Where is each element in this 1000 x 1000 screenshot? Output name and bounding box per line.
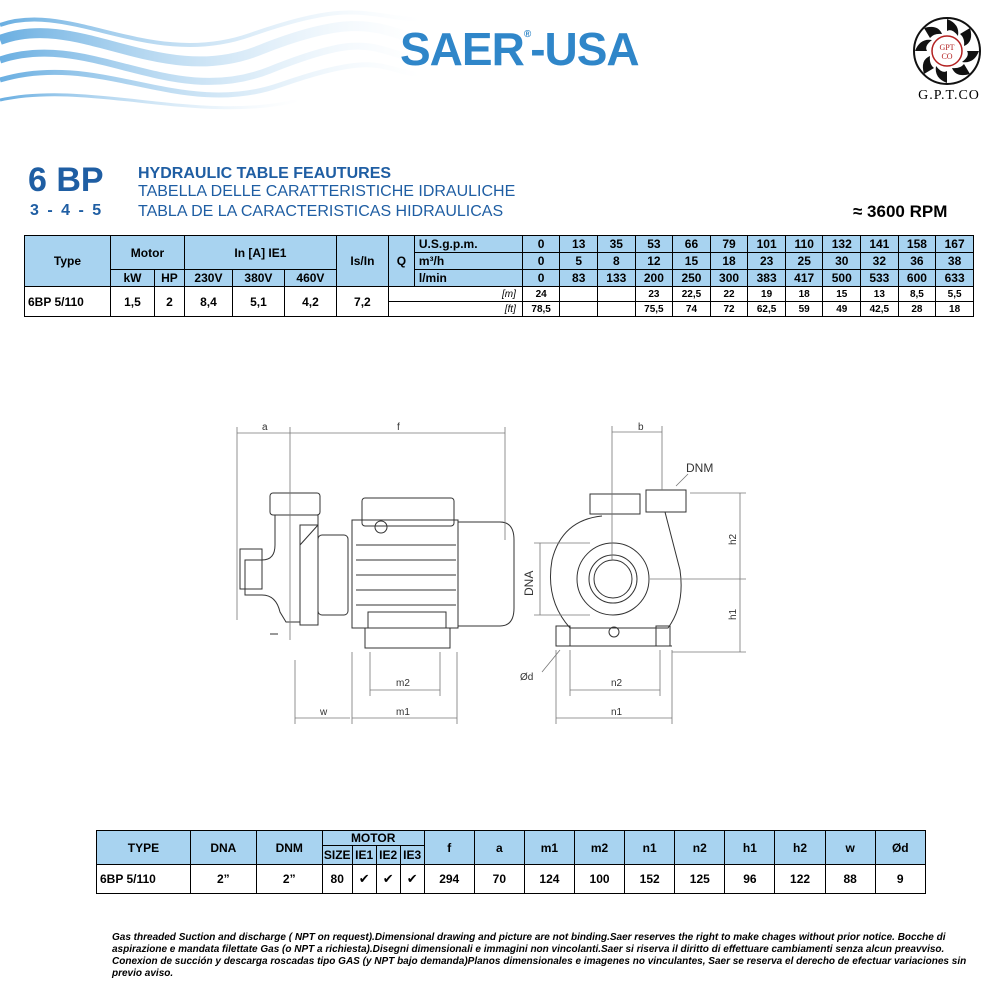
dim-row-m2: 100 [575,865,625,894]
lmin-cell: 300 [710,270,748,287]
head-m-cell: 13 [861,287,899,302]
usgpm-cell: 66 [673,236,711,253]
m3h-cell: 32 [861,253,899,270]
row-a230: 8,4 [184,287,232,317]
unit-m: [m] [388,287,522,302]
m3h-cell: 5 [560,253,598,270]
head-ft-cell: 78,5 [522,302,560,317]
rpm-label: ≈ 3600 RPM [853,202,948,221]
title-spanish: TABLA DE LA CARACTERISTICAS HIDRAULICAS [138,203,504,220]
dim-header-h2: h2 [775,831,825,865]
dim-row-od: 9 [875,865,925,894]
label-b: b [638,422,644,433]
head-m-cell: 15 [823,287,861,302]
dim-header-f: f [424,831,474,865]
hydraulic-table [24,235,974,317]
dim-header-dna: DNA [190,831,256,865]
m3h-cell: 0 [522,253,560,270]
ie3-check-icon: ✔ [400,865,424,894]
label-h2: h2 [728,533,739,545]
head-m-cell: 24 [522,287,560,302]
distributor-logo-icon [912,16,982,86]
lmin-cell: 133 [598,270,636,287]
registered-mark: ® [523,29,531,40]
usgpm-cell: 167 [936,236,974,253]
lmin-cell: 417 [785,270,823,287]
ie1-check-icon: ✔ [352,865,376,894]
dim-header-size: SIZE [322,846,352,865]
usgpm-cell: 158 [898,236,936,253]
dim-row-w: 88 [825,865,875,894]
label-n2: n2 [611,678,623,689]
pump-front-view [550,490,686,646]
row-hp: 2 [154,287,184,317]
lmin-cell: 200 [635,270,673,287]
row-a460: 4,2 [284,287,336,317]
usgpm-cell: 13 [560,236,598,253]
head-m-cell: 5,5 [936,287,974,302]
label-od: Ød [520,672,534,683]
dim-header-n1: n1 [625,831,675,865]
lmin-cell: 0 [522,270,560,287]
m3h-cell: 25 [785,253,823,270]
label-m1: m1 [396,707,410,718]
wave-decoration [0,0,420,130]
dim-header-motor: MOTOR [322,831,424,846]
dimension-table [96,830,976,894]
label-a: a [262,422,268,433]
lmin-cell: 250 [673,270,711,287]
usgpm-cell: 53 [635,236,673,253]
usgpm-cell: 79 [710,236,748,253]
head-ft-cell [598,302,636,317]
dim-row-n1: 152 [625,865,675,894]
header-motor: Motor [110,236,184,270]
dim-header-w: w [825,831,875,865]
logo-text-bottom: CO [941,52,953,61]
model-variants: 3 - 4 - 5 [30,202,104,219]
head-ft-cell [560,302,598,317]
dim-header-type: TYPE [97,831,191,865]
pump-dimension-drawing [225,415,765,725]
model-name: 6 BP [28,161,104,199]
dim-row-h1: 96 [725,865,775,894]
dim-row-type: 6BP 5/110 [97,865,191,894]
header-q: Q [388,236,414,287]
dim-header-ie2: IE2 [376,846,400,865]
title-italian: TABELLA DELLE CARATTERISTICHE IDRAULICHE [138,183,516,200]
dim-header-n2: n2 [675,831,725,865]
header-current: In [A] IE1 [184,236,336,270]
head-m-cell: 23 [635,287,673,302]
head-ft-cell: 62,5 [748,302,786,317]
dim-header-h1: h1 [725,831,775,865]
ie2-check-icon: ✔ [376,865,400,894]
label-n1: n1 [611,707,623,718]
dim-header-m2: m2 [575,831,625,865]
header-kw: kW [110,270,154,287]
head-ft-cell: 74 [673,302,711,317]
m3h-cell: 38 [936,253,974,270]
row-a380: 5,1 [232,287,284,317]
brand-logo [400,23,639,75]
label-f: f [397,422,400,433]
dim-header-od: Ød [875,831,925,865]
head-m-cell [598,287,636,302]
dim-row-f: 294 [424,865,474,894]
head-ft-cell: 18 [936,302,974,317]
dim-row-dnm: 2” [256,865,322,894]
dim-row-n2: 125 [675,865,725,894]
head-ft-cell: 49 [823,302,861,317]
m3h-cell: 30 [823,253,861,270]
lmin-cell: 600 [898,270,936,287]
head-ft-cell: 42,5 [861,302,899,317]
usgpm-cell: 141 [861,236,899,253]
logo-text-top: GPT [939,43,955,52]
dim-row-h2: 122 [775,865,825,894]
m3h-cell: 36 [898,253,936,270]
disclaimer-text: Gas threaded Suction and discharge ( NPT on request).Dimensional drawing and picture are not binding.Saer reserves the right to make chages without prior notice. Bocche di aspirazione e mandata filettate Gas (o NPT a richiesta).Disegni dimensionali e immagini non vincolanti.Saer si riserva il diritto di effettuare cambiamenti senza alcun preavviso. Conexion de succión y descarga roscadas tipo GAS (y NPT bajo demanda)Planos dimensionales e imagenes no vinculantes, Saer se reserva el derecho de efectuar variaciones sin previo aviso. [112,932,967,979]
head-m-cell: 8,5 [898,287,936,302]
header-type: Type [25,236,111,287]
unit-ft: [ft] [388,302,522,317]
usgpm-cell: 132 [823,236,861,253]
brand-suffix: USA [544,23,639,75]
dim-row-dna: 2” [190,865,256,894]
usgpm-cell: 0 [522,236,560,253]
brand-dash: - [530,23,545,75]
label-m2: m2 [396,678,410,689]
head-m-cell: 18 [785,287,823,302]
dim-header-ie1: IE1 [352,846,376,865]
distributor-name: G.P.T.CO [918,88,980,103]
m3h-cell: 18 [710,253,748,270]
label-dnm: DNM [686,461,714,475]
usgpm-cell: 110 [785,236,823,253]
head-m-cell [560,287,598,302]
header-usgpm: U.S.g.p.m. [414,236,522,253]
dimension-lines [237,426,746,724]
head-ft-cell: 75,5 [635,302,673,317]
head-ft-cell: 72 [710,302,748,317]
header-230v: 230V [184,270,232,287]
lmin-cell: 383 [748,270,786,287]
label-dna: DNA [522,570,536,596]
label-w: w [320,707,328,718]
row-isin: 7,2 [336,287,388,317]
dim-row-a: 70 [474,865,524,894]
lmin-cell: 633 [936,270,974,287]
lmin-cell: 500 [823,270,861,287]
dim-header-ie3: IE3 [400,846,424,865]
head-m-cell: 22,5 [673,287,711,302]
title-english: HYDRAULIC TABLE FEAUTURES [138,165,392,182]
header-isin: Is/In [336,236,388,287]
label-h1: h1 [728,608,739,620]
row-kw: 1,5 [110,287,154,317]
row-type: 6BP 5/110 [25,287,111,317]
usgpm-cell: 35 [598,236,636,253]
usgpm-cell: 101 [748,236,786,253]
pump-side-view [240,493,514,648]
head-m-cell: 19 [748,287,786,302]
brand-name: SAER [400,23,524,75]
head-ft-cell: 28 [898,302,936,317]
dim-header-dnm: DNM [256,831,322,865]
header-hp: HP [154,270,184,287]
dim-row-m1: 124 [524,865,574,894]
m3h-cell: 8 [598,253,636,270]
header-lmin: l/min [414,270,522,287]
lmin-cell: 533 [861,270,899,287]
header-m3h: m³/h [414,253,522,270]
header-460v: 460V [284,270,336,287]
header-380v: 380V [232,270,284,287]
m3h-cell: 15 [673,253,711,270]
dim-header-m1: m1 [524,831,574,865]
m3h-cell: 12 [635,253,673,270]
dim-row-size: 80 [322,865,352,894]
dim-header-a: a [474,831,524,865]
head-ft-cell: 59 [785,302,823,317]
m3h-cell: 23 [748,253,786,270]
lmin-cell: 83 [560,270,598,287]
head-m-cell: 22 [710,287,748,302]
